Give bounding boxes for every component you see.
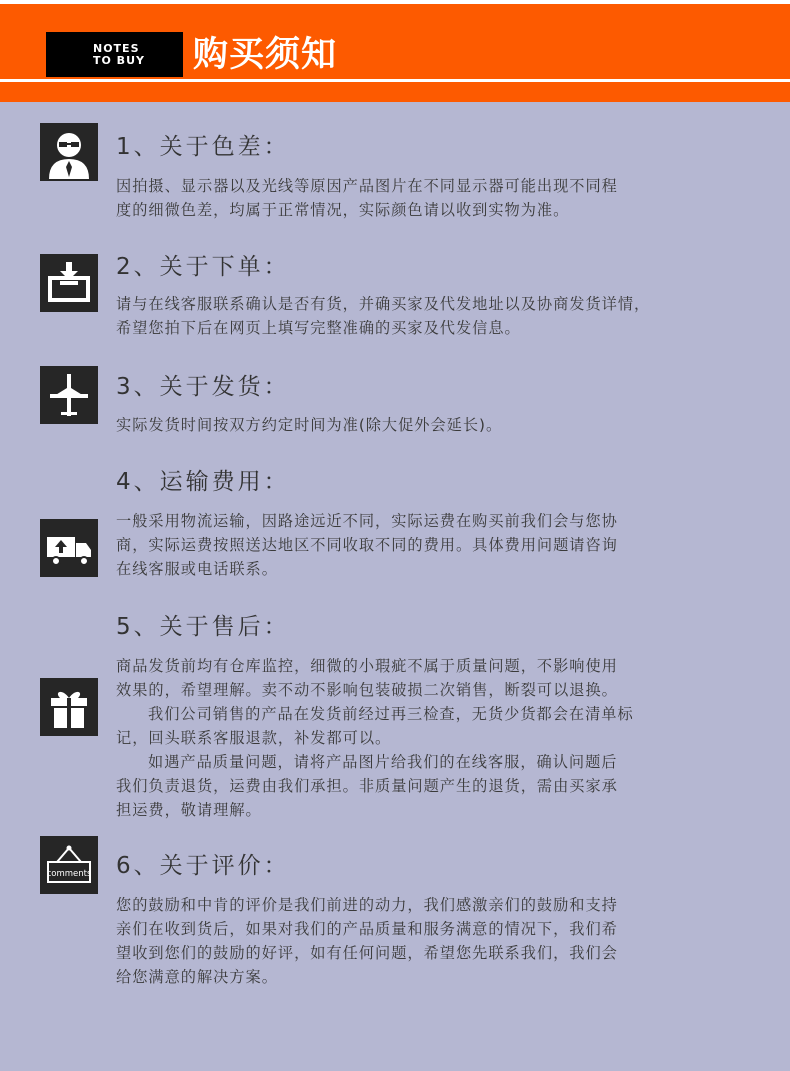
section-3-text: [116, 413, 766, 437]
comments-sign-text: comments: [46, 869, 92, 879]
section-6-title: 6、关于评价：: [116, 853, 290, 879]
section-5-line: 如遇产品质量问题，请将产品图片给我们的在线客服，确认问题后: [148, 753, 618, 771]
section-6-line: 您的鼓励和中肯的评价是我们前进的动力，我们感激亲们的鼓励和支持: [116, 896, 618, 914]
section-6-line: 亲们在收到货后，如果对我们的产品质量和服务满意的情况下，我们希: [116, 920, 618, 938]
notes-label-line1: NOTES: [93, 41, 140, 55]
section-4-line: 商，实际运费按照送达地区不同收取不同的费用。具体费用问题请咨询: [116, 536, 618, 554]
header-underline-bar: [0, 82, 790, 102]
section-5-title: 5、关于售后：: [116, 614, 290, 640]
section-5-line: 我们公司销售的产品在发货前经过再三检查，无货少货都会在清单标: [148, 705, 634, 723]
airplane-icon: [40, 366, 98, 424]
notes-label-line2: TO BUY: [93, 53, 145, 67]
section-4-text: [116, 509, 766, 581]
section-3-title: 3、关于发货：: [116, 374, 290, 400]
section-5-text: [116, 654, 766, 822]
customer-service-avatar-icon: [40, 123, 98, 181]
page-title: 购买须知: [193, 35, 338, 75]
section-5-line: 记，回头联系客服退款，补发都可以。: [116, 729, 392, 747]
download-tray-icon: [40, 254, 98, 312]
section-5-line: 我们负责退货，运费由我们承担。非质量问题产生的退货，需由买家承: [116, 777, 618, 795]
notes-label-box: [46, 32, 183, 77]
section-2-line: 请与在线客服联系确认是否有货，并确买家及代发地址以及协商发货详情，: [116, 295, 651, 313]
section-3-line: 实际发货时间按双方约定时间为准(除大促外会延长)。: [116, 416, 503, 434]
section-2-text: [116, 292, 766, 340]
section-1-title: 1、关于色差：: [116, 134, 290, 160]
section-5-line: 效果的，希望理解。卖不动不影响包装破损二次销售，断裂可以退换。: [116, 681, 618, 699]
section-4-line: 在线客服或电话联系。: [116, 560, 278, 578]
section-1-line: 因拍摄、显示器以及光线等原因产品图片在不同显示器可能出现不同程: [116, 177, 618, 195]
delivery-truck-icon: [40, 519, 98, 577]
section-2-title: 2、关于下单：: [116, 254, 290, 280]
section-5-line: 商品发货前均有仓库监控，细微的小瑕疵不属于质量问题，不影响使用: [116, 657, 618, 675]
section-2-line: 希望您拍下后在网页上填写完整准确的买家及代发信息。: [116, 319, 521, 337]
comments-sign-icon: [40, 836, 98, 894]
gift-box-icon: [40, 678, 98, 736]
section-4-title: 4、运输费用：: [116, 469, 290, 495]
section-1-text: [116, 174, 766, 222]
section-6-line: 给您满意的解决方案。: [116, 968, 278, 986]
section-1-line: 度的细微色差，均属于正常情况，实际颜色请以收到实物为准。: [116, 201, 570, 219]
section-6-text: [116, 893, 766, 989]
section-4-line: 一般采用物流运输，因路途远近不同，实际运费在购买前我们会与您协: [116, 512, 618, 530]
section-5-line: 担运费，敬请理解。: [116, 801, 262, 819]
section-6-line: 望收到您们的鼓励的好评，如有任何问题，希望您先联系我们，我们会: [116, 944, 618, 962]
